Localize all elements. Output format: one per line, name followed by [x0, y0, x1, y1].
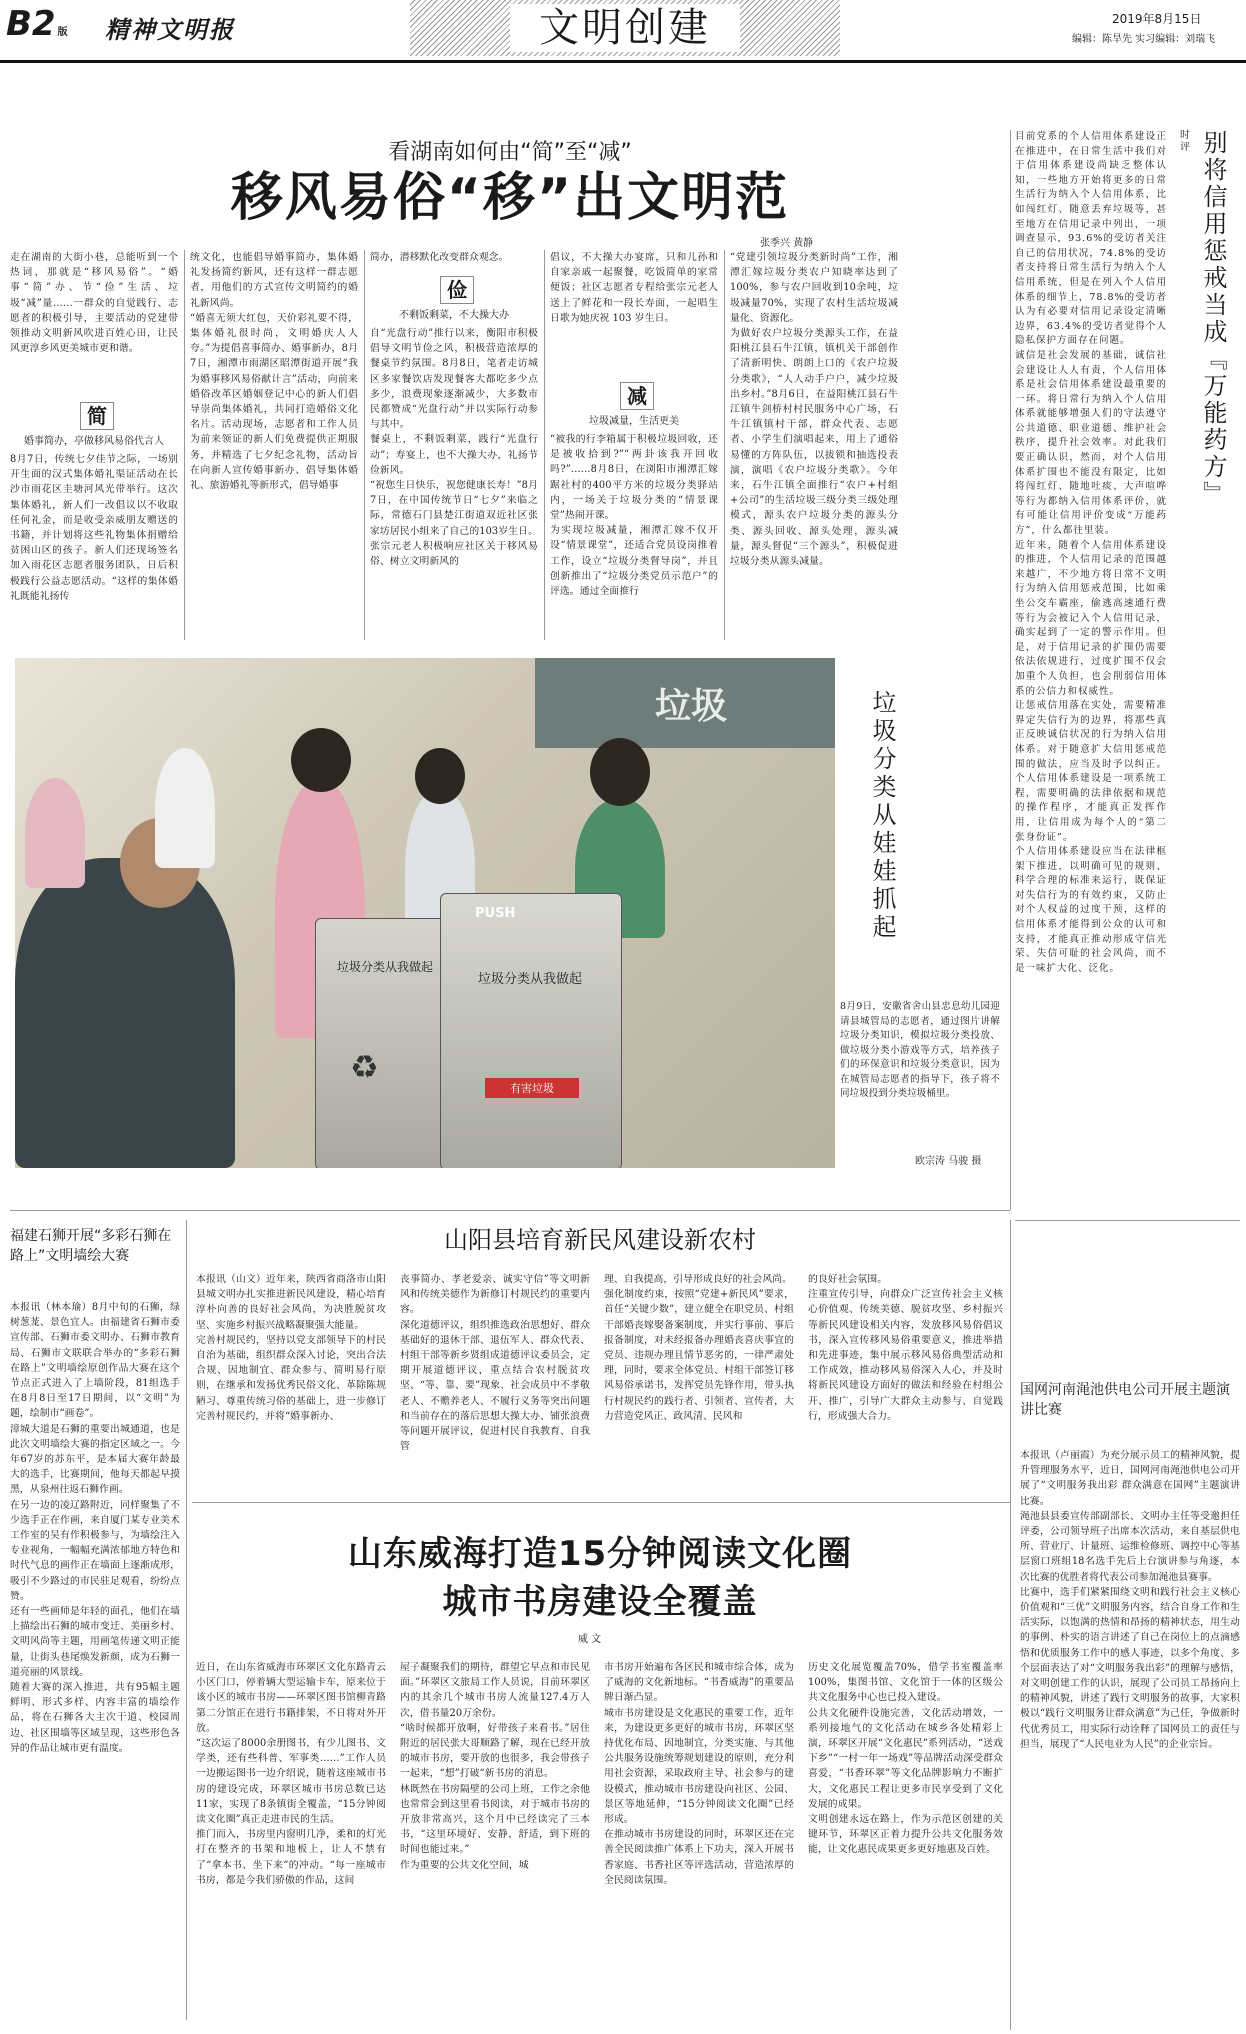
main-col2-p1: 统文化，也能倡导婚事简办，集体婚礼发扬简约新风，还有这样一群志愿者，用他们的方式宣传文明简约的婚礼新风尚。	[190, 252, 358, 309]
main-col5-body	[730, 250, 898, 642]
section-rule	[1015, 1220, 1240, 1221]
shishi-body: 本报讯（林本瑜）8月中旬的石狮，绿树葱茏、景色宜人。由福建省石狮市委宣传部、石狮市委文明办、石狮市教育局、石狮市文联联合举办的“多彩石狮在路上”文明墙绘原创作品大赛在这个节点正式进入了上墙阶段，81组选手在8月8日至17日期间，以“文明”为题，绘制市“画卷”。 漳城大道是石狮的重要出城通道，也是此次文明墙绘大赛的指定区域之一。今年67岁的苏东平，是本届大赛年龄最大的选手，比赛期间，他每天都起早摸黑，从泉州往返石狮作画。 在另一边的凌辽路附近，同样聚集了不少选手正在作画，来自厦门某专业美术工作室的吴有作积极参与，为墙绘注入专业视角，一幅幅充满浓郁地方特色和时代气息的画作正在墙面上逐渐成形，吸引不少路过的市民驻足观看，纷纷点赞。 还有一些画师是年轻的面孔，他们在墙上描绘出石狮的城市变迁、美丽乡村、文明风尚等主题，用画笔传递文明正能量，让街头巷尾焕发新颜，成为石狮一道亮丽的风景线。 随着大赛的深入推进，共有95幅主题鲜明、形式多样、内容丰富的墙绘作品，将在石狮各大主次干道、校园周边、社区围墙等区域呈现，这些形色各异的作品让城市更有温度。	[10, 1302, 180, 1754]
weihai-title-line1: 山东威海打造15分钟阅读文化圈	[347, 1534, 853, 1574]
opinion-column-body	[1015, 130, 1167, 1200]
photo-headline: 垃圾分类从娃娃抓起	[868, 690, 896, 942]
main-col3-body	[370, 326, 538, 642]
shishi-title: 福建石狮开展“多彩石狮在路上”文明墙绘大赛	[10, 1228, 172, 1264]
col-divider	[724, 250, 725, 640]
mianchi-title: 国网河南渑池供电公司开展主题演讲比赛	[1020, 1382, 1230, 1418]
opinion-tag: 时评	[1180, 130, 1190, 153]
main-article-byline: 张季兴 黄静	[760, 238, 814, 249]
page-number	[6, 4, 68, 53]
page-header	[0, 0, 1246, 62]
photo-child-5	[155, 748, 215, 868]
section-title: 文明创建	[510, 4, 740, 52]
recycle-icon: ♻	[350, 1048, 379, 1086]
main-col1-lead: 走在湖南的大街小巷，总能听到一个热词，那就是“移风易俗”。“婚事“简”办、节“俭”生活、垃圾“减”量……一群众的自觉践行、志愿者的积极引导，主要活动的党建带领推动文明新风吹进百姓心田，让民风更淳乡风更美城市更和谐。	[10, 252, 178, 355]
main-col5-p2: 为做好农户垃圾分类源头工作，在益阳桃江县石牛江镇，镇机关干部创作了清新明快、朗朗上口的《农户垃圾分类歌》，“人人动手户户，减少垃圾出乡村。”8月6日，在益阳桃江县石牛江镇牛剑桥村村民服务中心广场，石牛江镇镇村干部，群众代表、志愿者、小学生们演唱起来，用上了通俗易懂的方阵队伍，以拔锁和抽选投表演，演唱《农户垃圾分类歌》。今年来，石牛江镇全面推行“农户+村组+公司”的生活垃圾三级分类三级处理模式，源头农户垃圾分类的源头分类、源头回收、源头处理，源头减量，源头督促“三个源头”，积极促进垃圾分类从源头减量。	[730, 328, 898, 568]
col-divider	[1010, 1220, 1011, 2030]
main-article-title: 移风易俗“移”出文明范	[230, 168, 790, 228]
page-suffix: 版	[57, 27, 68, 38]
main-col4-top: 倡议，不大操大办宴席，只和儿孙和自家亲戚一起聚餐，吃饭简单的家常便饭；社区志愿者专程给张宗元老人送上了鲜花和一段长寿面，一起唱生日歌为她庆祝 103 岁生日。	[550, 252, 718, 324]
main-col3-p2: 餐桌上，不剩饭剩菜，践行“光盘行动”；寿宴上，也不大操大办，礼扬节俭新风。	[370, 434, 538, 476]
photo-bin-2	[440, 893, 622, 1168]
main-col2-p2: “婚喜无须大红包，天价彩礼要不得，集体婚礼很时尚，文明婚庆人人夸。”为提倡喜事简办、婚事新办，8月7日，湘潭市雨湖区昭潭街道开展“我为婚事移风易俗献计言”活动，向前来婚俗改革区婚姻登记中心的新人们倡导崇尚集体婚礼，共同打造婚俗文化名片。活动现场，志愿者和工作人员为前来领证的新人们免费提供正期服务，并精选了七夕纪念礼物，活动旨在向新人宣传婚事新办、倡导集体婚礼、旅游婚礼等新形式，倡导婚事	[190, 312, 358, 492]
subhead-jian-line: 婚事简办，亭做移风易俗代言人	[24, 436, 164, 447]
col-divider	[184, 250, 185, 640]
main-col3-top: 简办，潜移默化改变群众观念。	[370, 252, 509, 263]
editor-credit: 编辑：陈旱先 实习编辑：刘瑞飞	[1072, 34, 1216, 45]
shanyang-col3: 理、自我提高，引导形成良好的社会风尚。 强化制度约束，按照“党建+新民风”要求，首任“关键少数”，建立健全在职党员、村组干部婚丧嫁娶备案制度，并实行事前、事后报备制度，对未经报备办理婚丧喜庆事宜的党员、违规办理且情节恶劣的，一律严肃处理，同时，要求全体党员、村组干部签订移风易俗承诺书，发挥党员先锋作用，带头执行村规民约的践行者、引领者、宣传者，大力营造党风正、政风清、民风和	[604, 1274, 794, 1422]
photo-bin-brand: 有害垃圾	[485, 1078, 579, 1098]
weihai-col4: 历史文化展览覆盖70%，借学书室覆盖率100%，集图书馆、文化馆于一体的区级公共文化服务中心也已投入建设。 公共文化硬件设施完善，文化活动增效，一系列接地气的文化活动在城乡各处精彩上演，环翠区开展“文化惠民”系列活动，“送戏下乡”“一村一年一场戏”等品牌活动深受群众喜爱，“书香环翠”等文化品牌影响力不断扩大，文化惠民工程让更多市民享受到了文化发展的成果。 文明创建永远在路上，作为示范区创建的关键环节，环翠区正着力提升公共文化服务效能，让文化惠民成果更多更好地惠及百姓。	[808, 1662, 1003, 1856]
main-col4-p2: 为实现垃圾减量，湘潭汇嫁不仅开设“情景课堂”，还适合党员设岗推着工作，设立“垃圾分类督导岗”，并且创新推出了“垃圾分类党员示范户”的评选。通过全面推行	[550, 525, 718, 598]
main-col2-body	[190, 250, 358, 642]
weihai-title-line2: 城市书房建设全覆盖	[442, 1582, 758, 1622]
subhead-jian2-line: 不剩饭剩菜，不大操大办	[399, 310, 509, 321]
photo-child-3-head	[590, 738, 650, 806]
photo-bin-label-1: 垃圾分类从我做起	[336, 960, 433, 974]
subhead-jian3-box: 减	[620, 382, 654, 410]
col-divider	[544, 250, 545, 640]
photo-adult-figure	[15, 858, 235, 1168]
photo-child-1-head	[291, 728, 351, 792]
photo-bin-label-2: 垃圾分类从我做起	[477, 972, 582, 987]
subhead-jian2-box: 俭	[440, 276, 474, 304]
opinion-p3: 近年来，随着个人信用体系建设的推进，个人信用记录的范围越来越广，不少地方将日常不文明行为纳入信用惩戒范围，比如乘坐公交车霸座，偷逃高速通行费等行为会被记入个人信用记录，确实起到了一定的警示作用。但是，对于信用记录的扩围仍需要依法依规进行，过度扩围不仅会加重个人负担，也会削弱信用体系的公信力和权威性。	[1015, 539, 1167, 697]
issue-date: 2019年8月15日	[1112, 12, 1202, 26]
subhead-jian3-line: 垃圾减量，生活更美	[589, 416, 679, 427]
shanyang-col4: 的良好社会氛围。 注重宣传引导，向群众广泛宣传社会主义核心价值观、传统美德、脱贫攻坚、乡村振兴等新民风建设相关内容，发放移风易俗倡议书，深入宣传移风易俗重要意义，推进举措和先进事迹，集中展示移风易俗典型活动和工作成效，推动移风易俗深入人心，并及时将新民风建设方面好的做法和经验在村组公开、推广，引导广大群众主动参与、自觉践行，形成强大合力。	[808, 1274, 1003, 1422]
photo-caption: 8月9日，安徽省舍山县忠息幼儿园迎请县城管局的志愿者，通过图片讲解垃圾分类知识，模拟垃圾分类投放、做垃圾分类小游戏等方式，培养孩子们的环保意识和垃圾分类意识，因为在城管局志愿者的指导下，孩子将不同垃圾投到分类垃圾桶里。	[840, 1001, 1000, 1099]
photo-wall-text: 垃圾	[655, 686, 728, 727]
weihai-col1: 近日，在山东省威海市环翠区文化东路青云小区门口，停着辆大型运输卡车，原来位于该小区的城市书房——环翠区图书馆柳青路第二分馆正在进行书籍排架，不日将对外开放。 “这次运了8000余册图书，有少儿图书、文学类，还有些科普、军事类……”工作人员一边搬运图书一边介绍说，随着这座城市书房的建设完成，环翠区城市书房总数已达11家，实现了8条镇街全覆盖，“15分钟阅读文化圈”真正走进市民的生活。 推门而入，书房里内窗明几净，柔和的灯光打在整齐的书架和地板上，让人不禁有了“拿本书、坐下来”的冲动。“每一座城市书房，都是今我们骄傲的作品，这间	[196, 1662, 386, 1886]
photo-child-2-head	[415, 748, 465, 804]
section-rule	[192, 1502, 1010, 1503]
opinion-p1: 目前党系的个人信用体系建设正在推进中，在日常生活中我们对于信用体系建设尚缺乏整体认知，一些地方开始将更多的日常生活行为纳入个人信用体系，比如闯红灯、随意丢弃垃圾等，甚至地方在信用记录中列出，一项调查显示，93.6%的受访者关注自己的信用状况，74.8%的受访者支持将日常生活行为纳入个人信用系统，但是在列入个人信用体系的细节上，78.8%的受访者认为有必要对信用记录设定清晰边界，63.4%的受访者觉得个人隐私保护方面存在问题。	[1015, 131, 1167, 347]
photo-credit: 欧宗涛 马骏 摄	[915, 1156, 982, 1167]
col-divider	[364, 250, 365, 640]
opinion-title: 别将信用惩戒当成『万能药方』	[1199, 130, 1227, 508]
main-col5-p1: “党建引领垃圾分类新时尚”工作，湘潭汇嫁垃圾分类农户知晓率达到了100%，参与农户回收到10余吨，垃圾减量70%，实现了农村生活垃圾减量化、资源化。	[730, 252, 898, 324]
opinion-p4: 让惩戒信用落在实处，需要精准界定失信行为的边界，将那些真正反映诚信状况的行为纳入信用体系。对于随意扩大信用惩戒范围的做法，应当及时予以纠正。个人信用体系建设是一项系统工程，需要明确的法律依据和规范的操作程序，才能真正发挥作用，让信用成为每个人的“第二张身份证”。	[1015, 700, 1167, 843]
main-article-kicker: 看湖南如何由“简”至“减”	[388, 140, 632, 165]
main-col1-body: 8月7日，传统七夕佳节之际，一场别开生面的汉式集体婚礼渠证活动在长沙市雨花区圭塘河风光带举行。这次集体婚礼，新人们一改倡议以不收取任何礼金，而是收受亲威朋友赠送的书籍，并计划将这些礼物集体捐赠给贫困山区的孩子。新人们还现场签名加入雨花区志愿者服务团队，日后积极践行公益志愿活动。“这样的集体婚礼既能礼扬传	[10, 454, 178, 602]
photo-child-4	[25, 778, 85, 888]
header-rule	[0, 60, 1246, 63]
news-photo	[15, 658, 835, 1168]
shanyang-title: 山阳县培育新民风建设新农村	[444, 1226, 756, 1254]
main-col4-body	[550, 432, 718, 642]
shanyang-col1: 本报讯（山文）近年来，陕西省商洛市山阳县城文明办扎实推进新民风建设，精心培育淳朴向善的良好社会风尚，为决胜脱贫攻坚、实施乡村振兴战略凝聚强大能量。 完善村规民约，坚持以党支部领导下的村民自治为基础，组织群众深入讨论，突出合法合规、因地制宜、群众参与、简明易行原则，在继承和发扬优秀民俗文化、革除陈规陋习、尊重传统习俗的基础上，进一步修订完善村规民约，并将“婚事新办、	[196, 1274, 386, 1422]
subhead-jian-box: 简	[80, 402, 114, 430]
shanyang-col2: 丧事简办、孝老爱亲、诚实守信”等文明新风和传统美德作为新修订村规民约的重要内容。 深化道德评议，组织推选政治思想好、群众基础好的退休干部、退伍军人、群众代表、村组干部等新乡贤组成道德评议委员会，定期开展道德评议，重点结合农村脱贫攻坚、“等、靠、要”现象、社会成员中不孝敬老人、不赡养老人、不履行义务等突出问题和当前存在的落后思想大操大办、铺张浪费等问题开展评议，促进村民自我教育、自我管	[400, 1274, 590, 1453]
weihai-byline: 威 文	[578, 1634, 602, 1645]
photo-bin-1	[315, 918, 457, 1168]
main-col3-p1: 自“光盘行动”推行以来，衡阳市积极倡导文明节俭之风，积极营造浓厚的餐桌节约氛围。8月8日，笔者走访城区多家餐饮店发现餐客大都吃多少点多少，浪费现象逐渐减少，大多数市民都赞成“光盘行动”并以实际行动参与其中。	[370, 328, 538, 431]
opinion-p2: 诚信是社会发展的基础，诚信社会建设让人人有责，个人信用体系是社会信用体系建设最重要的一环。将日常行为纳入个人信用体系就能够增强人们的守法遵守公共道德、职业道德、维护社会秩序，提升社会效率。对此我们要正确认识，然而，对个人信用体系扩围也不能没有限定，比如将闯红灯、随地吐痰、大声喧哗等行为都纳入信用体系评价，就有可能让信用评价变成“万能药方”，什么都往里装。	[1015, 349, 1167, 537]
opinion-p5: 个人信用体系建设应当在法律框架下推进，以明确可见的规则、科学合理的标准来运行，既保证对失信行为的有效约束，又防止对个人权益的过度干预，这样的信用体系才能得到公众的认可和支持，才能真正推动形成守信光荣、失信可耻的社会风尚，而不是一味扩大化、泛化。	[1015, 846, 1167, 974]
mianchi-body: 本报讯（卢丽霞）为充分展示员工的精神风貌，提升管理服务水平，近日，国网河南渑池供电公司开展了“文明服务我出彩 群众满意在国网”主题演讲比赛。 渑池县县委宣传部副部长、文明办主任等受邀担任评委，公司领导班子出席本次活动，来自基层供电所、营业厅、计量班、运维检修班、调控中心等基层窗口班组18名选手先后上台演讲参与角逐，本次比赛的优胜者将代表公司参加渑池县赛事。 比赛中，选手们紧紧围绕文明和践行社会主义核心价值观和“三优”文明服务内容，结合自身工作和生活实际，以饱满的热情和昂扬的精神状态，用生动的事例、朴实的语言讲述了自己在岗位上的点滴感悟和优质服务工作中的感人事迹，以多个角度、多个层面表达了对“文明服务我出彩”的理解与感悟，对文明创建工作的认识，展现了公司员工昂扬向上的精神风貌，讲述了践行文明服务的故事，大家积极以“践行文明服务让群众满意”为己任，争做新时代优秀员工，用实际行动诠释了国网员工的责任与担当，展现了“人民电业为人民”的企业宗旨。	[1020, 1450, 1240, 1750]
main-col4-p1: “被我的行李箱属于积极垃圾回收，还是被收拾到?”“两卦该我开回收吗?”……8月8日，在浏阳市湘潭汇嫁踞社村的400平方米的垃圾分类驿站内，一场关于垃圾分类的“情景课堂”热闹开课。	[550, 434, 718, 522]
weihai-col2: 屋子凝聚我们的期待，群望它早点和市民见面。”环翠区文旅局工作人员说，目前环翠区内的其余几个城市书房人流量127.4万人次，借书量20万余份。 “啥时候都开放啊，好带孩子来看书。”居住附近的居民张大哥顺路了解，现在已经开放的城市书房，要开放的也很多，我会带孩子一起来，“想”打破“新书房的消息。 林既然在书房隔壁的公司上班，工作之余他也常常会到这里看书阅读，对于城市书房的开放非常高兴，这个月中已经读完了三本书，“这里环境好、安静，舒适，到下班的时间也能过来。” 作为重要的公共文化空间，城	[400, 1662, 590, 1871]
weihai-col3: 市书房开始遍布各区民和城市综合体，成为了威海的文化新地标。“书香威海”的重要品牌日渐凸显。 城市书房建设是文化惠民的重要工作，近年来，为建设更多更好的城市书房，环翠区坚持优化布局、因地制宜，分类实施、与其他公共服务设施统筹规划建设的原则，充分利用社会资源，采取政府主导、社会参与的建设模式，推动城市书房建设向社区、公园、景区等地延伸，“15分钟阅读文化圈”已经形成。 在推动城市书房建设的同时，环翠区还在完善全民阅读推广体系上下功夫，深入开展书香家庭、书香社区等评选活动，营造浓厚的全民阅读氛围。	[604, 1662, 794, 1886]
col-divider	[186, 1220, 187, 2020]
section-rule	[10, 1210, 1010, 1211]
main-col3-p3: “祝您生日快乐，祝您健康长寿！”8月7日，在中国传统节日“七夕”来临之际，常德石门县楚江街道双近社区张家坊居民小组来了自己的103岁生日。张宗元老人积极响应社区关于移风易俗、树立文明新风的	[370, 480, 538, 568]
page-number-text: B2	[6, 4, 56, 44]
right-col-divider	[1010, 130, 1011, 1210]
photo-bin-push: PUSH	[475, 906, 516, 921]
section-banner	[410, 0, 840, 56]
newspaper-masthead: 精神文明报	[105, 15, 235, 44]
